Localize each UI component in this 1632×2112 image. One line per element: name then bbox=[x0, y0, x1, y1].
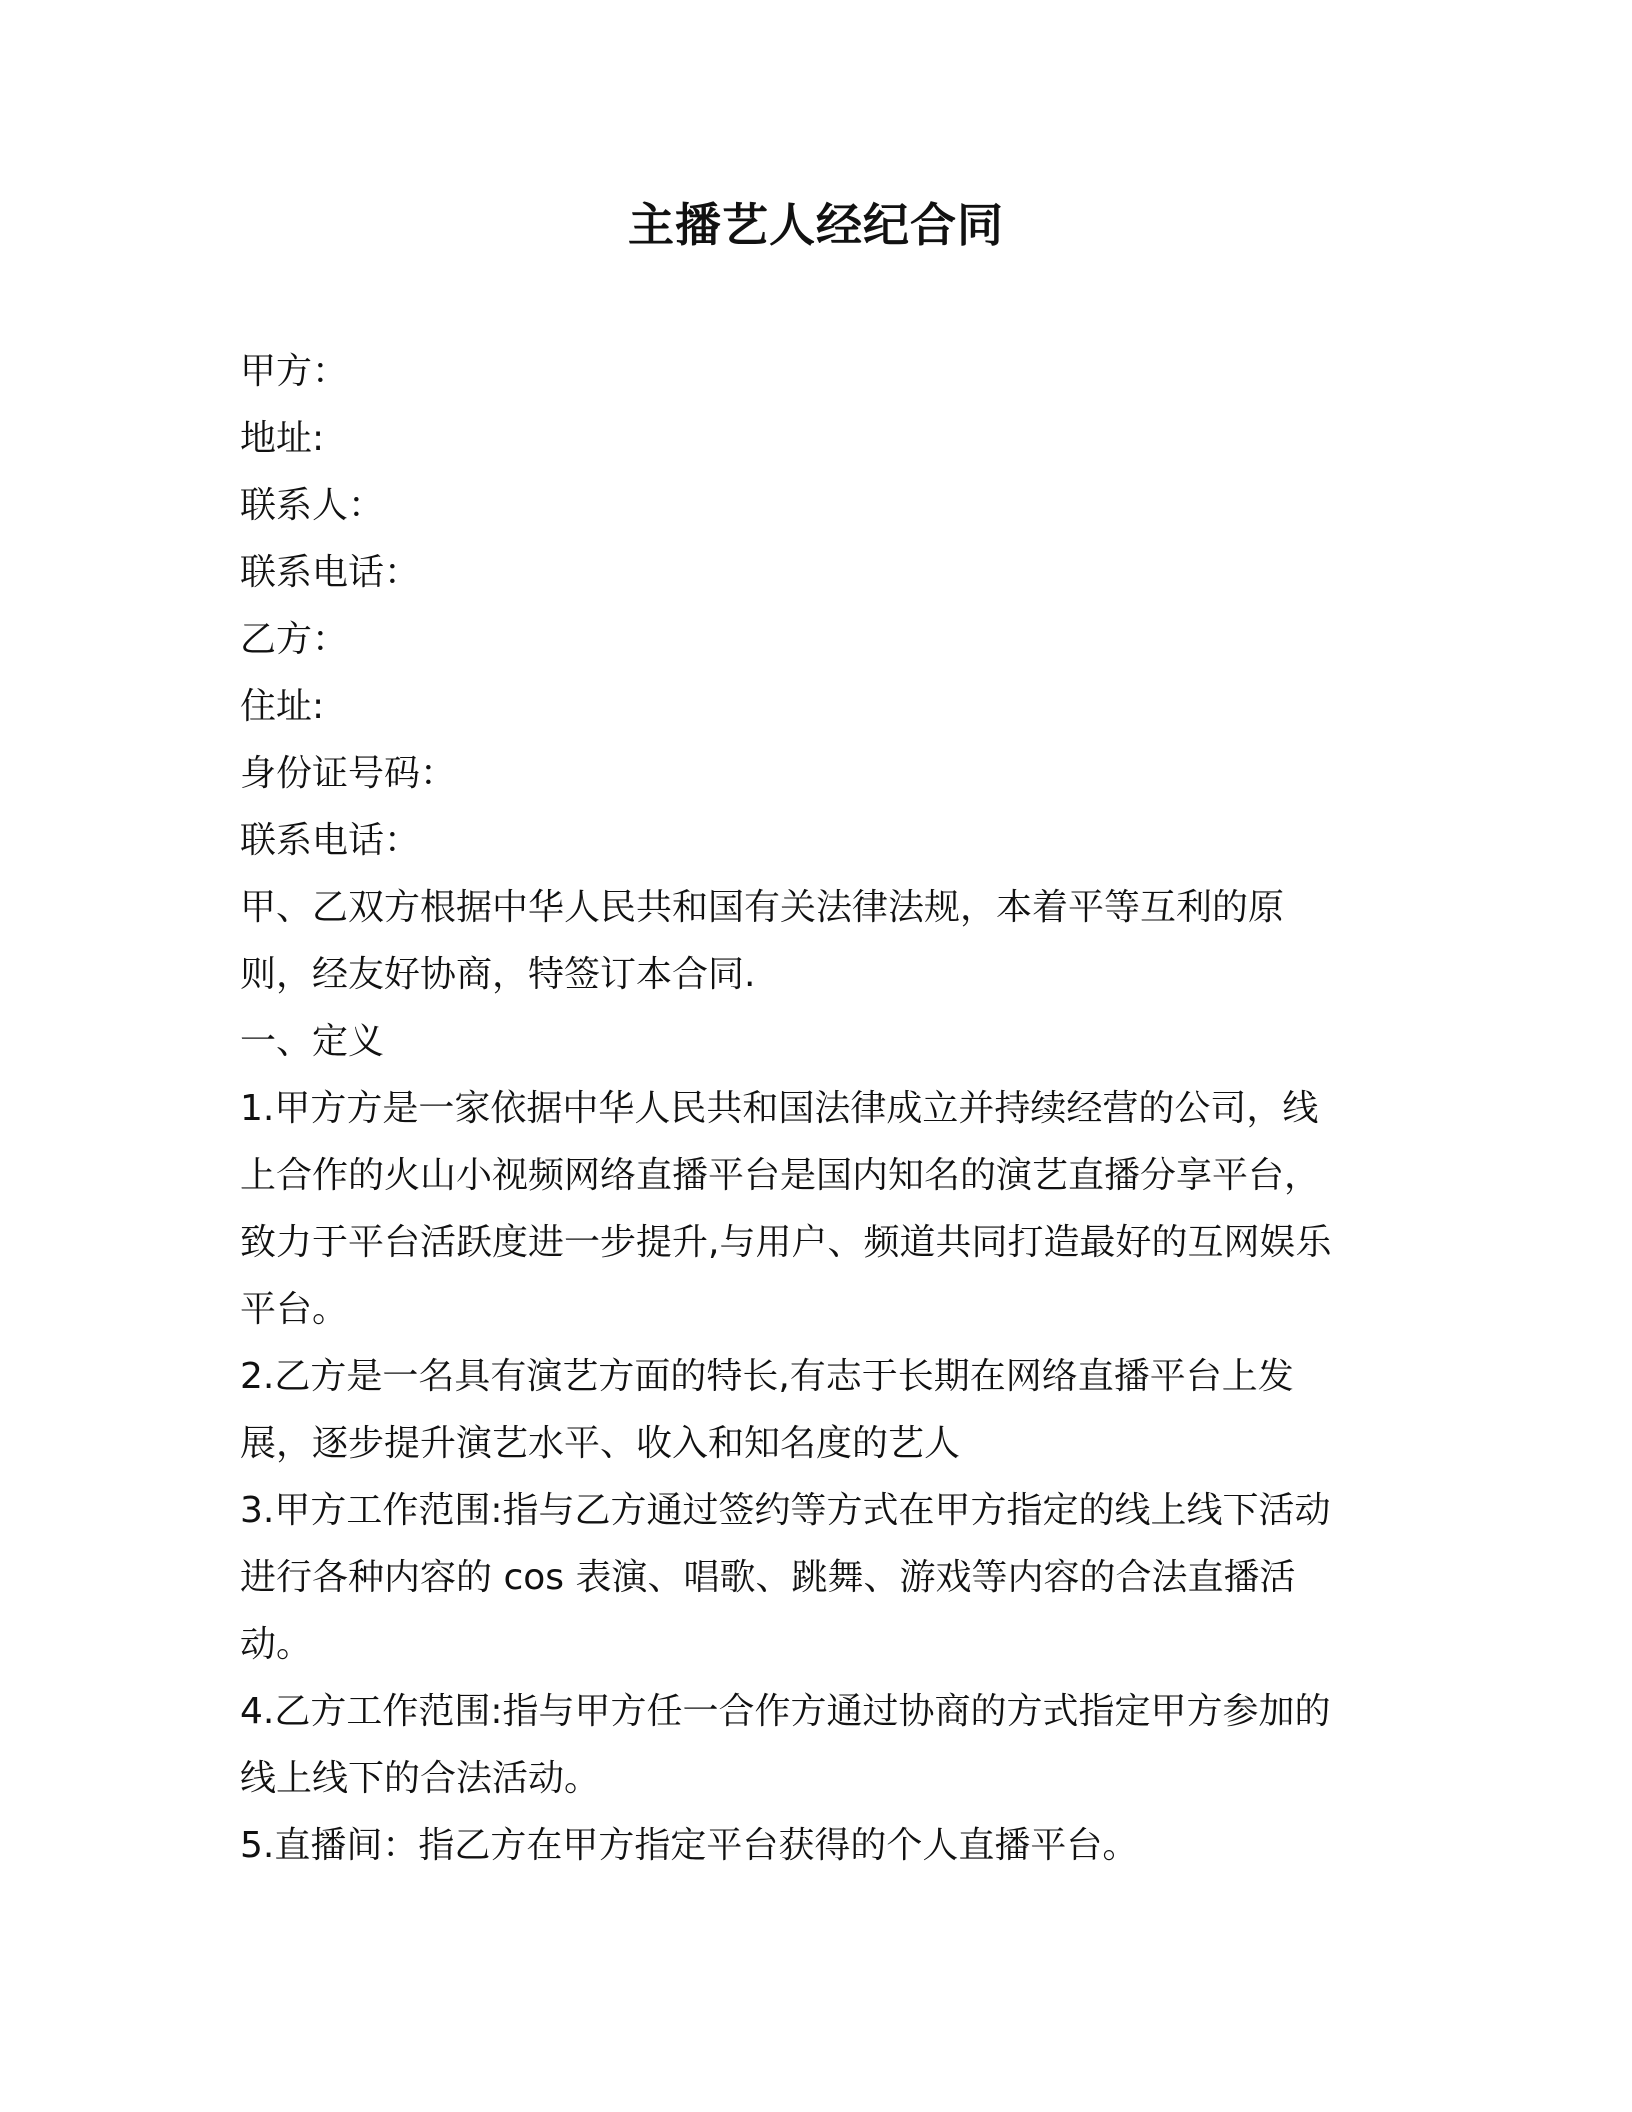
definition-line: 3.甲方工作范围:指与乙方通过签约等方式在甲方指定的线上线下活动 bbox=[240, 1490, 1331, 1531]
definition-line: 展，逐步提升演艺水平、收入和知名度的艺人 bbox=[240, 1423, 961, 1464]
party-b-address-label: 住址: bbox=[240, 686, 325, 727]
definition-line: 4.乙方工作范围:指与甲方任一合作方通过协商的方式指定甲方参加的 bbox=[240, 1691, 1331, 1732]
party-a-contact-label: 联系人： bbox=[240, 485, 385, 526]
preamble-line: 则，经友好协商，特签订本合同. bbox=[240, 954, 756, 995]
party-b-id-label: 身份证号码： bbox=[240, 753, 457, 794]
definition-item-3 bbox=[240, 1477, 1370, 1678]
party-a-address-label: 地址: bbox=[240, 418, 325, 459]
definition-line: 2.乙方是一名具有演艺方面的特长,有志于长期在网络直播平台上发 bbox=[240, 1356, 1294, 1397]
definition-item-5 bbox=[240, 1812, 1370, 1879]
definition-line: 进行各种内容的 cos 表演、唱歌、跳舞、游戏等内容的合法直播活 bbox=[240, 1557, 1296, 1598]
definition-line: 致力于平台活跃度进一步提升,与用户、频道共同打造最好的互网娱乐 bbox=[240, 1222, 1332, 1263]
party-a-phone-label: 联系电话： bbox=[240, 552, 421, 593]
definition-item-1 bbox=[240, 1075, 1370, 1343]
definition-line: 平台。 bbox=[240, 1289, 349, 1330]
section-heading: 一、定义 bbox=[240, 1021, 385, 1062]
definition-line: 动。 bbox=[240, 1624, 313, 1665]
party-b-label: 乙方： bbox=[240, 619, 349, 660]
preamble-line: 甲、乙双方根据中华人民共和国有关法律法规，本着平等互利的原 bbox=[240, 887, 1285, 928]
definition-line: 1.甲方方是一家依据中华人民共和国法律成立并持续经营的公司，线 bbox=[240, 1088, 1319, 1129]
party-b-phone-label: 联系电话： bbox=[240, 820, 421, 861]
preamble-paragraph bbox=[240, 874, 1370, 1008]
document-title: 主播艺人经纪合同 bbox=[628, 198, 1004, 252]
party-a-label: 甲方： bbox=[240, 351, 349, 392]
definition-line: 上合作的火山小视频网络直播平台是国内知名的演艺直播分享平台， bbox=[240, 1155, 1321, 1196]
definition-line: 5.直播间：指乙方在甲方指定平台获得的个人直播平台。 bbox=[240, 1825, 1139, 1866]
document-body bbox=[240, 338, 1370, 1879]
definition-item-2 bbox=[240, 1343, 1370, 1477]
definition-item-4 bbox=[240, 1678, 1370, 1812]
definition-line: 线上线下的合法活动。 bbox=[240, 1758, 601, 1799]
